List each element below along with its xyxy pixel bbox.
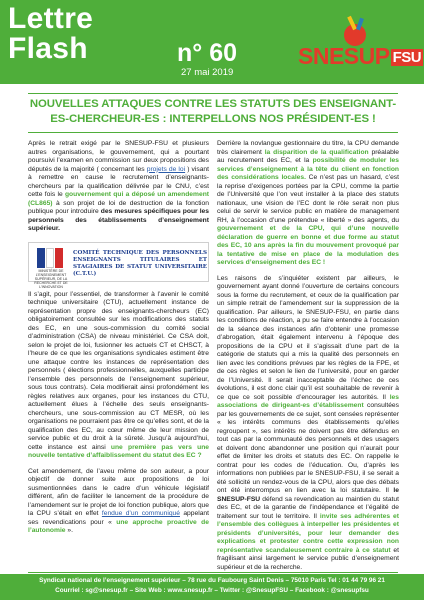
text-run: possibilité de moduler les services d’enseignement à la tête du client en fonction des considérations locales. [217,157,399,181]
ctu-banner [28,242,209,289]
text-run: la disparition de la qualification [264,148,369,156]
logo-wordmark: SNESUP FSU [298,43,422,69]
ctu-title-text: COMITÉ TECHNIQUE DES PERSONNELS ENSEIGNANTS TITULAIRES ET STAGIAIRES DE STATUT UNIVERSITAIRE [73,249,207,270]
title-line-2: Flash [8,32,88,65]
text-run: une approche proactive de l’autonomie [28,518,209,534]
text-run: gouvernement et de la CPU, qui d’une nouvelle déclaration de guerre en bonne et due forme au statut des EC, 10 ans après la fin du mouvement provoqué par la tentative de mise en place de la modulation des services d’enseignement des EC ! [217,225,399,266]
newsletter-title [8,4,93,64]
left-paragraph-1 [28,140,209,234]
footer-divider [28,572,398,573]
text-run: consultées par les gouvernements de ce sujet, sont censées représenter « les intérêts communs des établissements qu’elles regroupent », ses intérêts ne doivent pas être défendus en tout cas par la communauté des personnels et des usagers et doivent donc abandonner une position qui n’aurait pour effet de limiter les droits et statuts des EC. On rappelle le contrat pour les codes de l’éducation. Ou, d’après les informations non publiées par le SNESUP-FSU, il se serait a été sollicité un rendez-vous de la CPU, alors que des débats ont été interrompus en lien avec la loi statutaire. Il [217,402,399,494]
left-paragraph-3 [28,468,209,536]
left-paragraph-2 [28,291,209,461]
text-run: invite ses adhérentes et l’ensemble des collègues à interpeller les présidentes et présidents d’universités, pour leur demander des explications et protester contre cette expression non représentative scandaleusement contraire à ce statut [217,512,400,554]
ministry-logo-icon [34,248,68,289]
ctu-abbr: (C.T.U.) [73,270,97,277]
text-run: défend sa revendication au maintien du statut des EC, et de la garantie de l’indépendance et l’égalité de traitement sur tout le territoire. Il [217,495,399,520]
right-column [217,140,399,579]
text-run: le SNESUP-FSU [217,487,399,503]
text-run: à son projet de loi de destruction de la fonction publique pour introduire [28,199,209,215]
text-run: Après le retrait exigé par le SNESUP-FSU et plusieurs autres organisations, le gouvernement, qui a pourtant poursuivi l’examen en commission sur deux propositions des députés de la majorité ( concernant les [28,140,209,173]
issue-number: n° 60 [177,39,238,67]
article-headline: NOUVELLES ATTAQUES CONTRE LES STATUTS DES ENSEIGNANT-ES-CHERCHEUR-ES : INTERPELLONS NOS PRÉSIDENT-ES ! [29,98,397,125]
text-run: Cet amendement, de l’aveu même de son auteur, a pour objectif de donner suite aux propositions de loi susmentionnées dans le cadre d’un véhicule législatif différent, afin de faciliter le lancement de la procédure de l’amendement sur le projet de loi fonction publique, alors que la CPU s’était en effet [28,467,209,517]
text-run: Ce n’est pas un hasard, c’est la reprise d’exigences portées par la CPU, comme la partie de l’Université que l’on veut installer à la place des statuts nationaux, une vision de l’EC dont le rôle serait non plus celui de servir le service public en matière de management RH, à l’occasion d’une prétendue « liberté » des agents, du [217,174,399,224]
text-run: Derrière la novlangue gestionnaire du titre, la CPU demande très clairement [217,140,399,156]
text-run: Les raisons de s’inquiéter existent par ailleurs, le gouvernement ayant donné l’ouverture de certains concours sous la forme du recrutement, et ceux de la qualification par un simple retrait de l’amendement sur la suppression de la qualification. Par ailleurs, le SNESUP-FSU, en partie dans les conditions de réaction, a pu se faire entendre à l’occasion de la séance des instances afin d’obtenir une promesse d’abrogation, était également intervenu à l’époque des propositions de la CPU et il s’agissait d’une part de la catégorie de statuts qui a mis la qualité des personnels en lien avec les conditions prévues par les règles de la FPE, et de ces règles et selon le lien de l’université, pour en garder de l’Université. Il serait inacceptable de l’échec de ces évolutions, il est donc clair qu’il est souhaitable de revenir à ce que ce soit possible d’encourager les autorités. Il [217,274,399,401]
text-run: Il s’agit, pour l’essentiel, de transformer à l’avenir le comité technique universitaire (CTU), actuellement instance de représentation propre des enseignants-chercheurs (EC) obligatoirement consultée sur les modifications des statuts des EC, en une sous-commission du comité social d’administration (CSA) de niveau ministériel. Ce CSA doit, selon le projet de loi, fusionner les actuels CT et CHSCT, à l’heure de ce que les organisations syndicales estiment être une attaque contre les instances de représentation des personnels ( élections professionnelles, auxquelles participe l’ensemble des personnels de l’enseignement supérieur, sous tous contrats). Cela modifierait ainsi profondément les règles relatives aux organes, pour les instances du CTU, actuellement élues à l’échelle des seuls enseignants-chercheurs, une sous-commission au CT MESR, où les organisations ne pourraient pas être ce qu’elles sont, et de la qualification des EC, au cœur même de leur mission de service public et du droit à la sûreté. Jusqu’à aujourd’hui, cette instance est ainsi [28,290,209,451]
text-run: et fragilisant ainsi largement le service public d’enseignement supérieur et de la recherche. [217,546,399,571]
inline-link[interactable]: fendue d’un communiqué [101,510,180,517]
text-run: ». [65,527,73,534]
text-run: une première pas vers une nouvelle tentative d’affaiblissement du statut des EC ? [28,443,210,459]
ctu-title [73,250,207,278]
text-run: ) visant à remettre en cause le recrutement d’enseignants-chercheurs par la qualification délivrée par le CNU, c’est cette fois le [28,165,209,198]
left-column [28,140,209,543]
issue-date: 27 mai 2019 [181,67,234,78]
text-run: les associations de dirigeant-es d’établissement [217,393,399,409]
text-run: préalable au recrutement des EC, et la [217,148,399,164]
header-banner [0,0,424,84]
text-run: gouvernement qui a déposé un amendement (CL865) [28,191,210,207]
right-paragraph-1 [217,140,399,268]
footer [0,574,424,600]
ministry-label: MINISTÈRE DE L’ENSEIGNEMENT SUPÉRIEUR, DE LA RECHERCHE ET DE L’INNOVATION [34,268,68,289]
text-run: des mesures spécifiques pour les personnels des établissements d’enseignement supérieur. [28,208,209,232]
right-paragraph-2 [217,275,399,573]
snesup-logo[interactable] [298,14,422,72]
footer-contacts[interactable]: Courriel : sg@snesup.fr – Site Web : www.snesup.fr – Twitter : @SnesupFSU – Facebook : @snesupfsu [55,587,369,594]
inline-link[interactable]: projets de loi [146,165,186,173]
footer-address: Syndicat national de l’enseignement supérieur – 78 rue du Faubourg Saint Denis – 75010 Paris Tel : 01 44 79 96 21 [39,577,385,584]
text-run: appelant ses revendications pour « [28,510,209,526]
title-line-1: Lettre [8,2,94,35]
